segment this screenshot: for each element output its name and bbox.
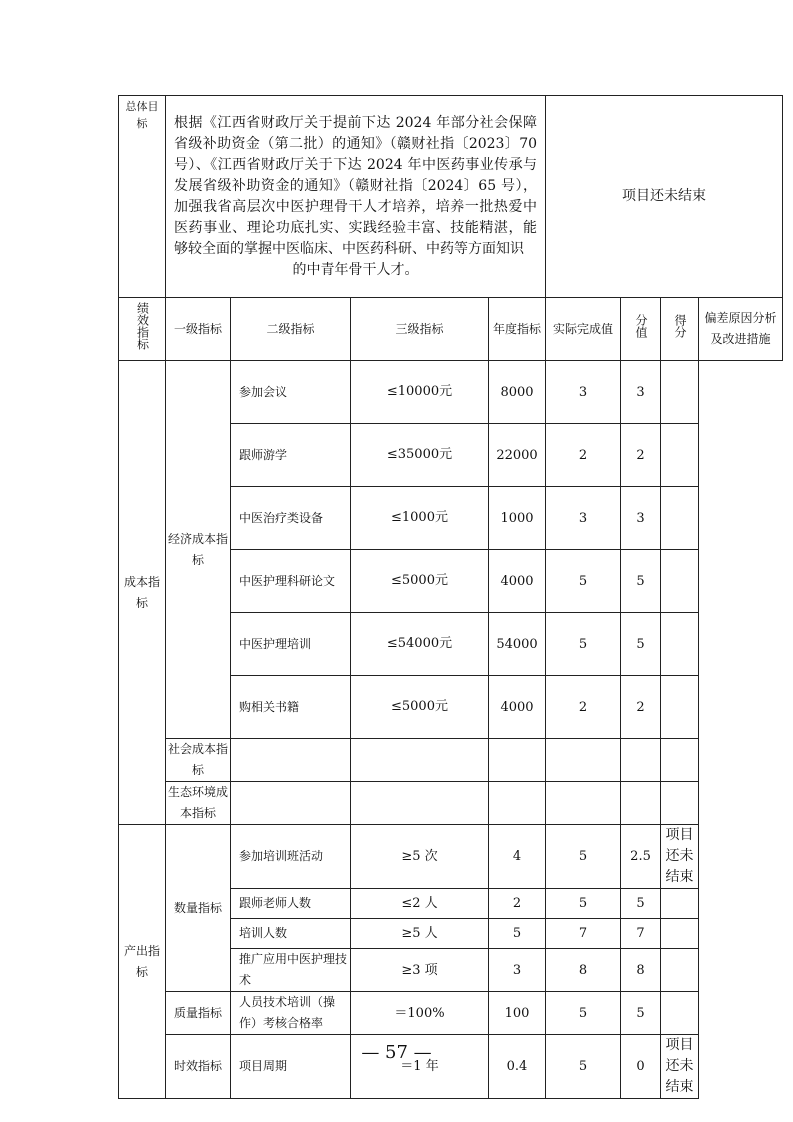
table-row — [119, 825, 783, 889]
deviation-note — [661, 676, 699, 739]
annual-target: ＝1 年 — [351, 1035, 489, 1099]
score-value: 3 — [546, 361, 621, 424]
header-level3: 三级指标 — [351, 298, 489, 361]
level3-indicator: 中医治疗类设备 — [231, 487, 351, 550]
header-deviation: 偏差原因分析及改进措施 — [699, 298, 783, 361]
score: 2 — [621, 676, 661, 739]
score-value: 5 — [546, 613, 621, 676]
table-row — [119, 739, 783, 782]
header-value: 分值 — [634, 313, 649, 338]
level2-quantity: 数量指标 — [166, 825, 231, 992]
table-row — [119, 782, 783, 825]
score: 0 — [621, 1035, 661, 1099]
goal-row — [119, 96, 783, 298]
level2-timeliness: 时效指标 — [166, 1035, 231, 1099]
level3-indicator: 中医护理培训 — [231, 613, 351, 676]
level2-social: 社会成本指标 — [166, 739, 231, 782]
score-value: 5 — [546, 1035, 621, 1099]
empty-cell — [621, 739, 661, 782]
table-row — [119, 361, 783, 424]
header-annual: 年度指标 — [489, 298, 546, 361]
score: 5 — [621, 613, 661, 676]
annual-target: ≤2 人 — [351, 889, 489, 919]
annual-target: ≥5 人 — [351, 919, 489, 949]
annual-target: ≤35000元 — [351, 424, 489, 487]
level3-indicator: 培训人数 — [231, 919, 351, 949]
annual-target: ＝100% — [351, 992, 489, 1035]
actual-value: 5 — [489, 919, 546, 949]
actual-value: 100 — [489, 992, 546, 1035]
actual-value: 8000 — [489, 361, 546, 424]
deviation-note — [661, 949, 699, 992]
level3-indicator: 参加会议 — [231, 361, 351, 424]
score: 8 — [621, 949, 661, 992]
deviation-note — [661, 992, 699, 1035]
score: 2.5 — [621, 825, 661, 889]
deviation-note — [661, 424, 699, 487]
level1-output: 产出指标 — [119, 825, 166, 1099]
empty-cell — [231, 782, 351, 825]
level3-indicator: 中医护理科研论文 — [231, 550, 351, 613]
goal-status: 项目还未结束 — [546, 96, 783, 298]
level2-eco: 生态环境成本指标 — [166, 782, 231, 825]
score-value: 7 — [546, 919, 621, 949]
level2-quality: 质量指标 — [166, 992, 231, 1035]
empty-cell — [351, 782, 489, 825]
header-row — [119, 298, 783, 361]
goal-text: 根据《江西省财政厅关于提前下达 2024 年部分社会保障省级补助资金（第二批）的通知》（赣财社指〔2023〕70号）、《江西省财政厅关于下达 2024 年中医药事业传承与发展省级补助资金的通知》（赣财社指〔2024〕65 号），加强我省高层次中医护理骨干人才培养，培养一批热爱中医药事业、理论功底扎实、实践经验丰富、技能精湛，能够较全面的掌握中医临床、中医药科研、中药等方面知识 — [174, 114, 538, 257]
score: 5 — [621, 889, 661, 919]
level3-indicator: 推广应用中医护理技术 — [231, 949, 351, 992]
annual-target: ≤10000元 — [351, 361, 489, 424]
actual-value: 1000 — [489, 487, 546, 550]
actual-value: 22000 — [489, 424, 546, 487]
score: 5 — [621, 550, 661, 613]
empty-cell — [231, 739, 351, 782]
score: 3 — [621, 487, 661, 550]
deviation-note — [661, 361, 699, 424]
deviation-note — [661, 919, 699, 949]
actual-value: 0.4 — [489, 1035, 546, 1099]
deviation-note: 项目还未结束 — [661, 1035, 699, 1099]
level3-indicator: 项目周期 — [231, 1035, 351, 1099]
empty-cell — [489, 739, 546, 782]
deviation-note — [661, 487, 699, 550]
score-value: 5 — [546, 889, 621, 919]
empty-cell — [351, 739, 489, 782]
performance-table — [118, 95, 783, 1099]
score-value: 8 — [546, 949, 621, 992]
empty-cell — [661, 782, 699, 825]
goal-text-last: 的中青年骨干人才。 — [292, 261, 419, 278]
deviation-note — [661, 613, 699, 676]
empty-cell — [546, 739, 621, 782]
annual-target: ≥3 项 — [351, 949, 489, 992]
level3-indicator: 购相关书籍 — [231, 676, 351, 739]
table-row — [119, 992, 783, 1035]
score-value: 5 — [546, 550, 621, 613]
deviation-note: 项目还未结束 — [661, 825, 699, 889]
level3-indicator: 人员技术培训（操作）考核合格率 — [231, 992, 351, 1035]
score-value: 2 — [546, 424, 621, 487]
actual-value: 4000 — [489, 550, 546, 613]
actual-value: 4 — [489, 825, 546, 889]
page-number: — 57 — — [361, 1042, 432, 1063]
level3-indicator: 跟师老师人数 — [231, 889, 351, 919]
header-score-cell — [661, 298, 699, 361]
score: 7 — [621, 919, 661, 949]
perf-label: 绩效指标 — [135, 301, 150, 350]
header-score: 得分 — [673, 313, 688, 338]
annual-target: ≤5000元 — [351, 550, 489, 613]
score-value: 5 — [546, 825, 621, 889]
score: 5 — [621, 992, 661, 1035]
level3-indicator: 参加培训班活动 — [231, 825, 351, 889]
empty-cell — [546, 782, 621, 825]
empty-cell — [621, 782, 661, 825]
actual-value: 54000 — [489, 613, 546, 676]
score-value: 2 — [546, 676, 621, 739]
perf-label-cell — [119, 298, 166, 361]
score: 2 — [621, 424, 661, 487]
level3-indicator: 跟师游学 — [231, 424, 351, 487]
level2-economic: 经济成本指标 — [166, 361, 231, 739]
level1-cost: 成本指标 — [119, 361, 166, 825]
annual-target: ≤5000元 — [351, 676, 489, 739]
header-level1: 一级指标 — [166, 298, 231, 361]
annual-target: ≤54000元 — [351, 613, 489, 676]
actual-value: 2 — [489, 889, 546, 919]
deviation-note — [661, 550, 699, 613]
goal-text-cell — [166, 96, 546, 298]
header-value-cell — [621, 298, 661, 361]
header-level2: 二级指标 — [231, 298, 351, 361]
actual-value: 4000 — [489, 676, 546, 739]
score: 3 — [621, 361, 661, 424]
actual-value: 3 — [489, 949, 546, 992]
annual-target: ≤1000元 — [351, 487, 489, 550]
score-value: 5 — [546, 992, 621, 1035]
goal-label: 总体目标 — [119, 96, 166, 298]
empty-cell — [489, 782, 546, 825]
annual-target: ≥5 次 — [351, 825, 489, 889]
score-value: 3 — [546, 487, 621, 550]
deviation-note — [661, 889, 699, 919]
empty-cell — [661, 739, 699, 782]
header-actual: 实际完成值 — [546, 298, 621, 361]
